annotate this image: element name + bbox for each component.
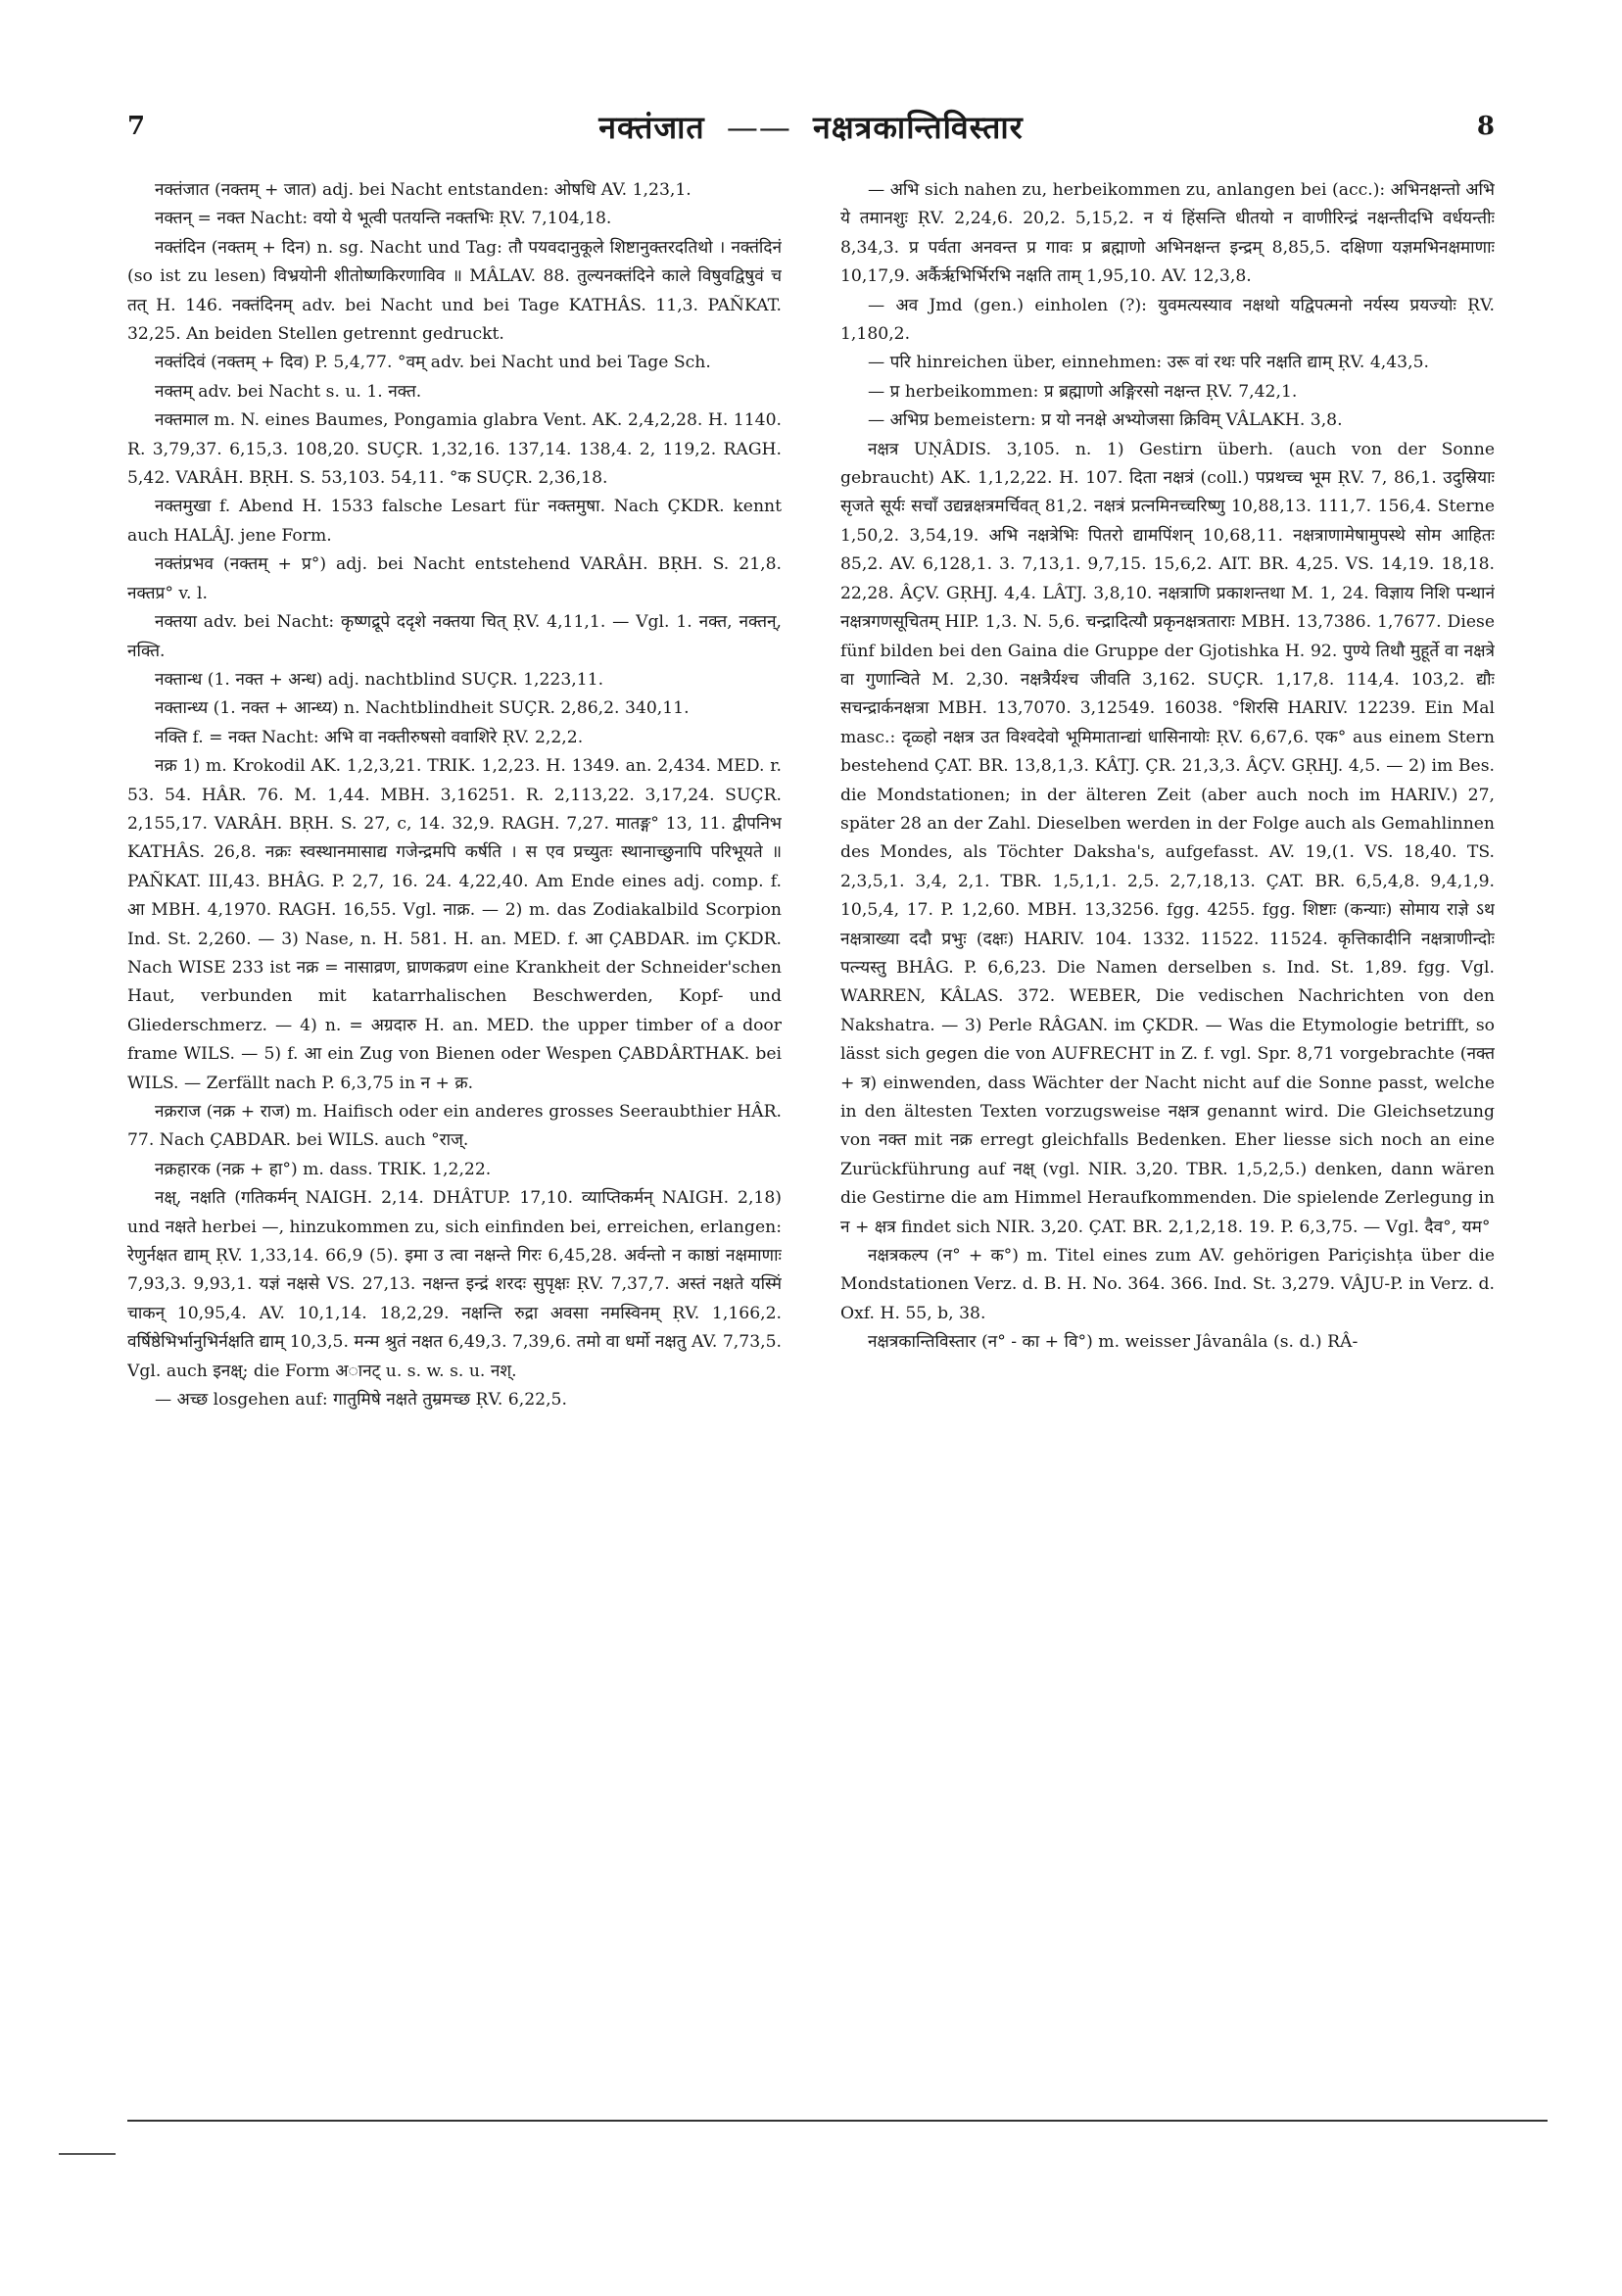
dictionary-entry: नक्तान्ध्य (1. नक्त + आन्ध्य) n. Nachtblindheit SUÇR. 2,86,2. 340,11. xyxy=(155,698,690,719)
running-head-last-word: नक्षत्रकान्तिविस्तार xyxy=(812,109,1024,146)
page-header xyxy=(127,106,1495,155)
dictionary-entry: नक्ति f. = नक्त Nacht: अभि वा नक्तीरुषसो ववाशिरे ṚV. 2,2,2. xyxy=(155,727,584,747)
dictionary-entry: — अभिप्र bemeistern: प्र यो ननक्षे अभ्योजसा क्रिविम् VÂLAKH. 3,8. xyxy=(868,410,1343,431)
running-head-dash: —— xyxy=(726,109,791,146)
dictionary-columns xyxy=(127,176,1495,2018)
running-head-first-word: नक्तंजात xyxy=(598,109,705,146)
running-head xyxy=(127,106,1495,148)
dictionary-entry: नक्षत्रकल्प (न° + क°) m. Titel eines zum AV. gehörigen Pariçishṭa über die Mondstationen Verz. d. B. H. No. 364. 366. Ind. St. 3,279. VÂJU-P. in Verz. d. Oxf. H. 55, b, 38. xyxy=(840,1246,1495,1323)
dictionary-entry: नक्षत्र UṆÂDIS. 3,105. n. 1) Gestirn überh. (auch von der Sonne gebraucht) AK. 1,1,2,22. H. 107. दिता नक्षत्रं (coll.) पप्रथच्च भूम ṚV. 7, 86,1. उदुस्रियाः सृजते सूर्यः सचाँ उद्यन्नक्षत्रमर्चिवत् 81,2. नक्षत्रं प्रत्नमिनच्चरिष्णु 10,88,13. 111,7. 156,4. Sterne 1,50,2. 3,54,19. अभि नक्षत्रेभिः पितरो द्यामपिंशन् 10,68,11. नक्षत्राणामेषामुपस्थे सोम आहितः 85,2. AV. 6,128,1. 3. 7,13,1. 9,7,15. 15,6,2. AIT. BR. 4,25. VS. 14,19. 18,18. 22,28. ÂÇV. GṚHJ. 4,4. LÂTJ. 3,8,10. नक्षत्राणि प्रकाशन्तथा M. 1, 24. विज्ञाय निशि पन्थानं नक्षत्रगणसूचितम् HIP. 1,3. N. 5,6. चन्द्रादित्यौ प्रकृनक्षत्रताराः MBH. 13,7386. 1,7677. Diese fünf bilden bei den Gaina die Gruppe der Gjotishka H. 92. पुण्ये तिथौ मुहूर्ते वा नक्षत्रे वा गुणान्विते M. 2,30. नक्षत्रैर्यश्च जीवति 3,162. SUÇR. 1,17,8. 114,4. 103,2. द्यौः सचन्द्रार्कनक्षत्रा MBH. 13,7070. 3,12549. 16038. °शिरसि HARIV. 12239. Ein Mal masc.: दृळ्हो नक्षत्र उत विश्वदेवो भूमिमातान्द्यां धासिनायोः ṚV. 6,67,6. एक° aus einem Stern bestehend ÇAT. BR. 13,8,1,3. KÂTJ. ÇR. 21,3,3. ÂÇV. GṚHJ. 4,5. — 2) im Bes. die Mondstationen; in der älteren Zeit (aber auch noch im HARIV.) 27, später 28 an der Zahl. Dieselben werden in der Folge auch als Gemahlinnen des Mondes, als Töchter Daksha's, aufgefasst. AV. 19,(1. VS. 18,40. TS. 2,3,5,1. 3,4, 2,1. TBR. 1,5,1,1. 2,5. 2,7,18,13. ÇAT. BR. 6,5,4,8. 9,4,1,9. 10,5,4, 17. P. 1,2,60. MBH. 13,3256. fgg. 4255. fgg. शिष्टाः (कन्याः) सोमाय राज्ञे ऽथ नक्षत्राख्या ददौ प्रभुः (दक्षः) HARIV. 104. 1332. 11522. 11524. कृत्तिकादीनि नक्षत्राणीन्दोः पत्न्यस्तु BHÂG. P. 6,6,23. Die Namen derselben s. Ind. St. 1,89. fgg. Vgl. WARREN, KÂLAS. 372. WEBER, Die vedischen Nachrichten von den Nakshatra. — 3) Perle RÂGAN. im ÇKDR. — Was die Etymologie betrifft, so lässt sich gegen die von AUFRECHT in Z. f. vgl. Spr. 8,71 vorgebrachte (नक्त + त्र) einwenden, dass Wächter der Nacht nicht auf die Sonne passt, welche in den ältesten Texten vorzugsweise नक्षत्र genannt wird. Die Gleichsetzung von नक्त mit नक्र erregt gleichfalls Bedenken. Eher liesse sich noch an eine Zurückführung auf नक्ष् (vgl. NIR. 3,20. TBR. 1,5,2,5.) denken, dann wären die Gestirne die am Himmel Heraufkommenden. Die spielende Zerlegung in न + क्षत्र findet sich NIR. 3,20. ÇAT. BR. 2,1,2,18. 19. P. 6,3,75. — Vgl. दैव°, यम° xyxy=(840,439,1495,1237)
dictionary-entry: नक्तंदिवं (नक्तम् + दिव) P. 5,4,77. °वम् adv. bei Nacht und bei Tage Sch. xyxy=(155,353,711,373)
dictionary-entry: नक्तमुखा f. Abend H. 1533 falsche Lesart für नक्तमुषा. Nach ÇKDR. kennt auch HALÂJ. jene Form. xyxy=(127,497,782,546)
dictionary-entry: नक्तंजात (नक्तम् + जात) adj. bei Nacht entstanden: ओषधि AV. 1,23,1. xyxy=(155,180,692,200)
dictionary-entry: — अभि sich nahen zu, herbeikommen zu, anlangen bei (acc.): अभिनक्षन्तो अभि ये तमानशुः ṚV. 2,24,6. 20,2. 5,15,2. न यं हिंसन्ति धीतयो न वाणीरिन्द्रं नक्षन्तीदभि वर्धयन्तीः 8,34,3. प्र पर्वता अनवन्त प्र गावः प्र ब्रह्माणो अभिनक्षन्त इन्द्रम् 8,85,5. दक्षिणा यज्ञमभिनक्षमाणाः 10,17,9. अर्कैर्ऋभिर्भिरभि नक्षति ताम् 1,95,10. AV. 12,3,8. xyxy=(840,180,1495,287)
dictionary-entry: नक्तंप्रभव (नक्तम् + प्र°) adj. bei Nacht entstehend VARÂH. BṚH. S. 21,8. नक्तप्र° v. l. xyxy=(127,554,782,603)
dictionary-entry: — अच्छ losgehen auf: गातुमिषे नक्षते तुम्रमच्छ ṚV. 6,22,5. xyxy=(155,1390,567,1411)
dictionary-entry: नक्तम् adv. bei Nacht s. u. 1. नक्त. xyxy=(155,381,422,402)
left-column xyxy=(127,176,782,2018)
dictionary-entry: नक्रराज (नक्र + राज) m. Haifisch oder ein anderes grosses Seeraubthier HÂR. 77. Nach ÇABDAR. bei WILS. auch °राज्. xyxy=(127,1102,782,1151)
dictionary-entry: नक्ष्, नक्षति (गतिकर्मन् NAIGH. 2,14. DHÂTUP. 17,10. व्याप्तिकर्मन् NAIGH. 2,18) und नक्षते herbei —, hinzukommen zu, sich einfinden bei, erreichen, erlangen: रेणुर्नक्षत द्याम् ṚV. 1,33,14. 66,9 (5). इमा उ त्वा नक्षन्ते गिरः 6,45,28. अर्वन्तो न काष्ठां नक्षमाणाः 7,93,3. 9,93,1. यज्ञं नक्षसे VS. 27,13. नक्षन्त इन्द्रं शरदः सुपृक्षः ṚV. 7,37,7. अस्तं नक्षते यस्मिं चाकन् 10,95,4. AV. 10,1,14. 18,2,29. नक्षन्ति रुद्रा अवसा नमस्विनम् ṚV. 1,166,2. वर्षिष्ठेभिर्भानुभिर्नक्षति द्याम् 10,3,5. मन्म श्रुतं नक्षत 6,49,3. 7,39,6. तमो वा धर्मो नक्षतु AV. 7,73,5. Vgl. auch इनक्ष्; die Form अानट् u. s. w. s. u. नश्. xyxy=(127,1188,782,1381)
page-number-right: 8 xyxy=(1476,112,1495,141)
dictionary-entry: नक्तमाल m. N. eines Baumes, Pongamia glabra Vent. AK. 2,4,2,28. H. 1140. R. 3,79,37. 6,15,3. 108,20. SUÇR. 1,32,16. 137,14. 138,4. 2, 119,2. RAGH. 5,42. VARÂH. BṚH. S. 53,103. 54,11. °क SUÇR. 2,36,18. xyxy=(127,410,782,489)
dictionary-entry: नक्तन् = नक्त Nacht: वयो ये भूत्वी पतयन्ति नक्तभिः ṚV. 7,104,18. xyxy=(155,209,612,229)
footer-margin-mark xyxy=(59,2153,116,2155)
footer-rule xyxy=(127,2120,1548,2122)
dictionary-entry: — अव Jmd (gen.) einholen (?): युवमत्यस्याव नक्षथो यद्विपत्मनो नर्यस्य प्रयज्योः ṚV. 1,180,2. xyxy=(840,295,1495,345)
dictionary-entry: नक्तान्ध (1. नक्त + अन्ध) adj. nachtblind SUÇR. 1,223,11. xyxy=(155,669,604,690)
right-column xyxy=(840,176,1495,2018)
dictionary-entry: नक्र 1) m. Krokodil AK. 1,2,3,21. TRIK. 1,2,23. H. 1349. an. 2,434. MED. r. 53. 54. HÂR. 76. M. 1,44. MBH. 3,16251. R. 2,113,22. 3,17,24. SUÇR. 2,155,17. VARÂH. BṚH. S. 27, c, 14. 32,9. RAGH. 7,27. मातङ्ग° 13, 11. द्वीपनिभ KATHÂS. 26,8. नक्रः स्वस्थानमासाद्य गजेन्द्रमपि कर्षति । स एव प्रच्युतः स्थानाच्छुनापि परिभूयते ॥ PAÑKAT. III,43. BHÂG. P. 2,7, 16. 24. 4,22,40. Am Ende eines adj. comp. f. आ MBH. 4,1970. RAGH. 16,55. Vgl. नाक्र. — 2) m. das Zodiakalbild Scorpion Ind. St. 2,260. — 3) Nase, n. H. 581. H. an. MED. f. आ ÇABDAR. im ÇKDR. Nach WISE 233 ist नक्र = नासाव्रण, घ्राणकव्रण eine Krankheit der Schneider'schen Haut, verbunden mit katarrhalischen Beschwerden, Kopf- und Gliederschmerz. — 4) n. = अग्रदारु H. an. MED. the upper timber of a door frame WILS. — 5) f. आ ein Zug von Bienen oder Wespen ÇABDÂRTHAK. bei WILS. — Zerfällt nach P. 6,3,75 in न + क्र. xyxy=(127,756,782,1093)
dictionary-entry: नक्तंदिन (नक्तम् + दिन) n. sg. Nacht und Tag: तौ पयवदानुकूले शिष्टानुक्तरदतिथो । नक्तंदिनं (so ist zu lesen) विभ्रयोनी शीतोष्णकिरणाविव ॥ MÂLAV. 88. तुल्यनक्तंदिने काले विषुवद्विषुवं च तत् H. 146. नक्तंदिनम् adv. bei Nacht und bei Tage KATHÂS. 11,3. PAÑKAT. 32,25. An beiden Stellen getrennt gedruckt. xyxy=(127,237,782,345)
dictionary-entry: नक्षत्रकान्तिविस्तार (न° - का + वि°) m. weisser Jâvanâla (s. d.) RÂ- xyxy=(868,1332,1359,1353)
dictionary-entry: — परि hinreichen über, einnehmen: उरू वां रथः परि नक्षति द्याम् ṚV. 4,43,5. xyxy=(868,353,1429,373)
dictionary-entry: नक्रहारक (नक्र + हा°) m. dass. TRIK. 1,2,22. xyxy=(155,1159,492,1179)
page-number-left: 7 xyxy=(127,112,146,141)
dictionary-entry: — प्र herbeikommen: प्र ब्रह्माणो अङ्गिरसो नक्षन्त ṚV. 7,42,1. xyxy=(868,381,1298,402)
dictionary-entry: नक्तया adv. bei Nacht: कृष्णद्रूपे ददृशे नक्तया चित् ṚV. 4,11,1. — Vgl. 1. नक्त, नक्तन्, नक्ति. xyxy=(127,612,782,661)
